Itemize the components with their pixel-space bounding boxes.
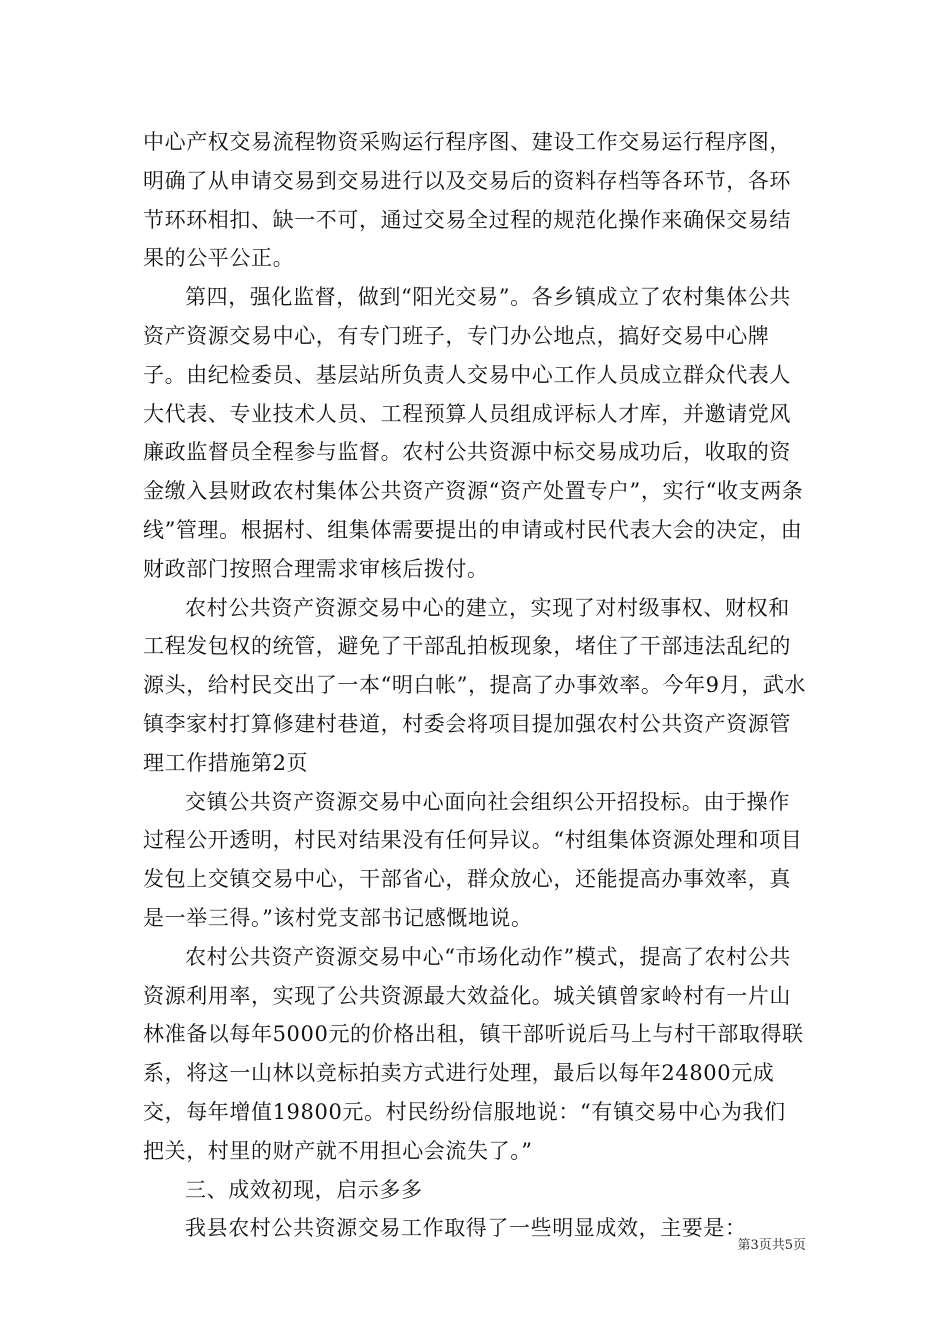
document-body — [143, 123, 807, 1248]
paragraph-4: 交镇公共资产资源交易中心面向社会组织公开招投标。由于操作过程公开透明，村民对结果没有任何异议。“村组集体资源处理和项目发包上交镇交易中心，干部省心，群众放心，还能提高办事效率，真是一举三得。”该村党支部书记感慨地说。 — [143, 789, 803, 930]
paragraph-3: 农村公共资产资源交易中心的建立，实现了对村级事权、财权和工程发包权的统管，避免了干部乱拍板现象，堵住了干部违法乱纪的源头，给村民交出了一本“明白帐”，提高了办事效率。今年9月，武水镇李家村打算修建村巷道，村委会将项目提加强农村公共资产资源管理工作措施第2页 — [143, 595, 807, 775]
paragraph-1: 中心产权交易流程物资采购运行程序图、建设工作交易运行程序图，明确了从申请交易到交易进行以及交易后的资料存档等各环节，各环节环环相扣、缺一不可，通过交易全过程的规范化操作来确保交易结果的公平公正。 — [143, 130, 791, 271]
paragraph-2: 第四，强化监督，做到“阳光交易”。各乡镇成立了农村集体公共资产资源交易中心，有专门班子，专门办公地点，搞好交易中心牌子。由纪检委员、基层站所负责人交易中心工作人员成立群众代表人大代表、专业技术人员、工程预算人员组成评标人才库，并邀请党风廉政监督员全程参与监督。农村公共资源中标交易成功后，收取的资金缴入县财政农村集体公共资产资源“资产处置专户”，实行“收支两条线”管理。根据村、组集体需要提出的申请或村民代表大会的决定，由财政部门按照合理需求审核后拨付。 — [143, 285, 804, 581]
paragraph-5: 农村公共资产资源交易中心“市场化动作”模式，提高了农村公共资源利用率，实现了公共资源最大效益化。城关镇曾家岭村有一片山林准备以每年5000元的价格出租，镇干部听说后马上与村干部取得联系，将这一山林以竞标拍卖方式进行处理，最后以每年24800元成交，每年增值19800元。村民纷纷信服地说：“有镇交易中心为我们把关，村里的财产就不用担心会流失了。” — [143, 944, 804, 1163]
paragraph-6: 我县农村公共资源交易工作取得了一些明显成效，主要是： — [185, 1216, 747, 1241]
section-heading: 三、成效初现，启示多多 — [185, 1177, 423, 1202]
page-number-footer: 第3页共5页 — [737, 1238, 806, 1253]
